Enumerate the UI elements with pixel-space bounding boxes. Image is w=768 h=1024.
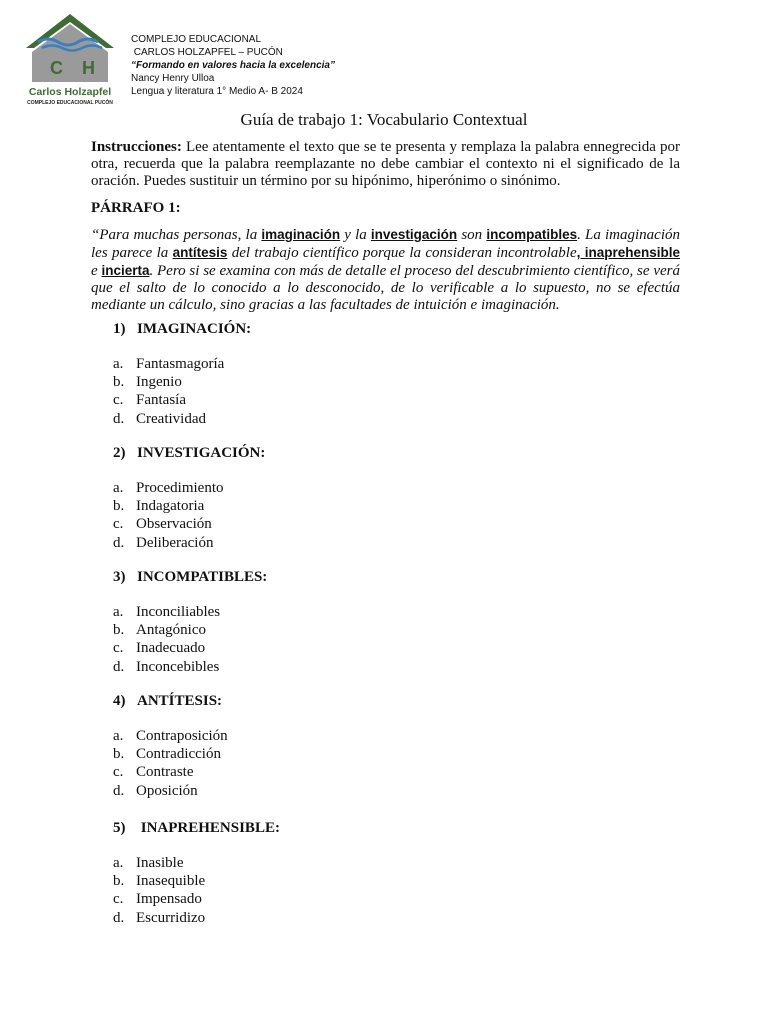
option-text: Creatividad: [136, 410, 206, 427]
option-text: Inadecuado: [136, 640, 206, 657]
option-text: Deliberación: [136, 534, 214, 551]
option-text: Observación: [136, 516, 212, 533]
instructions-label: Instrucciones:: [91, 139, 182, 155]
option-letter: a.: [113, 604, 124, 620]
keyword-incompatibles: incompatibles: [486, 227, 578, 242]
question-word: IMAGINACIÓN:: [137, 321, 252, 337]
option-c: [113, 639, 220, 657]
option-d: [113, 782, 228, 800]
question-word: INAPREHENSIBLE:: [137, 820, 280, 836]
option-text: Contraposición: [136, 728, 228, 744]
option-text: Fantasmagoría: [136, 356, 225, 372]
option-text: Inconciliables: [136, 604, 221, 620]
question-word: INCOMPATIBLES:: [137, 569, 268, 585]
question-1-heading: [113, 321, 251, 338]
instructions: [91, 139, 680, 190]
instructions-text: Lee atentamente el texto que se te presenta y remplaza la palabra ennegrecida por otra, recuerda que la palabra reemplazante no debe cambiar el contexto ni el significado de la oración. Puedes sustituir un término por su hipónimo, hiperónimo o sinónimo.: [91, 139, 680, 189]
option-text: Inasequible: [136, 873, 206, 890]
question-word: ANTÍTESIS:: [137, 693, 223, 709]
option-c: [113, 391, 224, 409]
option-letter: d.: [113, 410, 125, 427]
option-c: [113, 890, 205, 908]
option-letter: a.: [113, 480, 124, 496]
option-letter: d.: [113, 534, 125, 551]
option-d: [113, 909, 205, 927]
question-3-options: [113, 603, 220, 676]
option-letter: d.: [113, 909, 125, 926]
option-a: [113, 727, 228, 745]
question-4-heading: [113, 693, 222, 710]
keyword-antitesis: antítesis: [172, 245, 228, 260]
option-a: [113, 603, 220, 621]
option-text: Procedimiento: [136, 480, 224, 496]
school-line-2: CARLOS HOLZAPFEL – PUCÓN: [131, 47, 283, 58]
option-a: [113, 479, 223, 497]
question-number: 2): [113, 445, 126, 461]
option-letter: a.: [113, 356, 124, 372]
option-text: Impensado: [136, 891, 202, 908]
question-2-heading: [113, 445, 265, 462]
paragraph-text: . La imaginación les parece la: [91, 227, 680, 261]
page-title: Guía de trabajo 1: Vocabulario Contextual: [240, 110, 528, 129]
teacher-name: Nancy Henry Ulloa: [131, 73, 215, 84]
keyword-imaginacion: imaginación: [261, 227, 341, 242]
paragraph-text: son: [457, 227, 487, 243]
reading-paragraph: [91, 226, 680, 314]
option-a: [113, 854, 205, 872]
question-1-options: [113, 355, 224, 428]
paragraph-text: e: [91, 263, 102, 279]
option-d: [113, 534, 223, 552]
option-letter: d.: [113, 782, 125, 799]
option-d: [113, 658, 220, 676]
option-text: Inasible: [136, 855, 184, 871]
school-header: [131, 33, 335, 98]
course-info: Lengua y literatura 1° Medio A- B 2024: [131, 86, 303, 97]
option-letter: b.: [113, 873, 125, 890]
option-b: [113, 373, 224, 391]
option-b: [113, 745, 228, 763]
option-text: Inconcebibles: [136, 658, 220, 675]
option-text: Fantasía: [136, 392, 186, 409]
question-5-options: [113, 854, 205, 927]
option-text: Contradicción: [136, 746, 221, 763]
question-5-heading: [113, 820, 280, 837]
option-text: Antagónico: [136, 622, 206, 639]
question-number: 4): [113, 693, 126, 709]
option-letter: c.: [113, 640, 124, 657]
keyword-investigacion: investigación: [370, 227, 458, 242]
option-text: Ingenio: [136, 374, 182, 391]
option-b: [113, 872, 205, 890]
option-letter: b.: [113, 374, 125, 391]
question-number: 5): [113, 820, 126, 836]
option-text: Indagatoria: [136, 498, 205, 515]
section-heading: PÁRRAFO 1:: [91, 200, 181, 216]
option-c: [113, 515, 223, 533]
option-letter: c.: [113, 764, 124, 781]
logo-initial-h: H: [82, 58, 95, 78]
paragraph-text: del trabajo científico porque la consideran incontrolable: [227, 245, 577, 261]
question-2-options: [113, 479, 223, 552]
option-text: Oposición: [136, 782, 198, 799]
option-letter: a.: [113, 855, 124, 871]
option-text: Escurridizo: [136, 909, 206, 926]
option-letter: c.: [113, 392, 124, 409]
paragraph-text: . Pero si se examina con más de detalle el proceso del descubrimiento científico, se verá que el salto de lo conocido a lo desconocido, de lo verificable a lo supuesto, no se efectúa mediante un cálculo, sino gracias a las facultades de intuición e imaginación.: [91, 263, 680, 313]
option-letter: d.: [113, 658, 125, 675]
option-text: Contraste: [136, 764, 194, 781]
option-letter: c.: [113, 516, 124, 533]
question-number: 3): [113, 569, 126, 585]
school-logo: [22, 12, 118, 110]
option-b: [113, 497, 223, 515]
question-word: INVESTIGACIÓN:: [137, 445, 266, 461]
paragraph-text: “Para muchas personas, la: [91, 227, 262, 243]
logo-name: Carlos Holzapfel: [28, 86, 112, 98]
option-b: [113, 621, 220, 639]
school-line-1: COMPLEJO EDUCACIONAL: [131, 34, 262, 45]
school-motto: “Formando en valores hacia la excelencia”: [131, 60, 335, 71]
option-d: [113, 410, 224, 428]
option-letter: a.: [113, 728, 124, 744]
option-c: [113, 763, 228, 781]
logo-initial-c: C: [50, 58, 63, 78]
keyword-inaprehensible: , inaprehensible: [576, 245, 680, 260]
paragraph-text: y la: [340, 227, 371, 243]
question-3-heading: [113, 569, 267, 586]
option-letter: b.: [113, 622, 125, 639]
option-letter: c.: [113, 891, 124, 908]
option-letter: b.: [113, 746, 125, 763]
question-4-options: [113, 727, 228, 800]
logo-subtitle: COMPLEJO EDUCACIONAL PUCÓN: [27, 100, 113, 106]
keyword-incierta: incierta: [101, 263, 150, 278]
option-letter: b.: [113, 498, 125, 515]
option-a: [113, 355, 224, 373]
question-number: 1): [113, 321, 126, 337]
